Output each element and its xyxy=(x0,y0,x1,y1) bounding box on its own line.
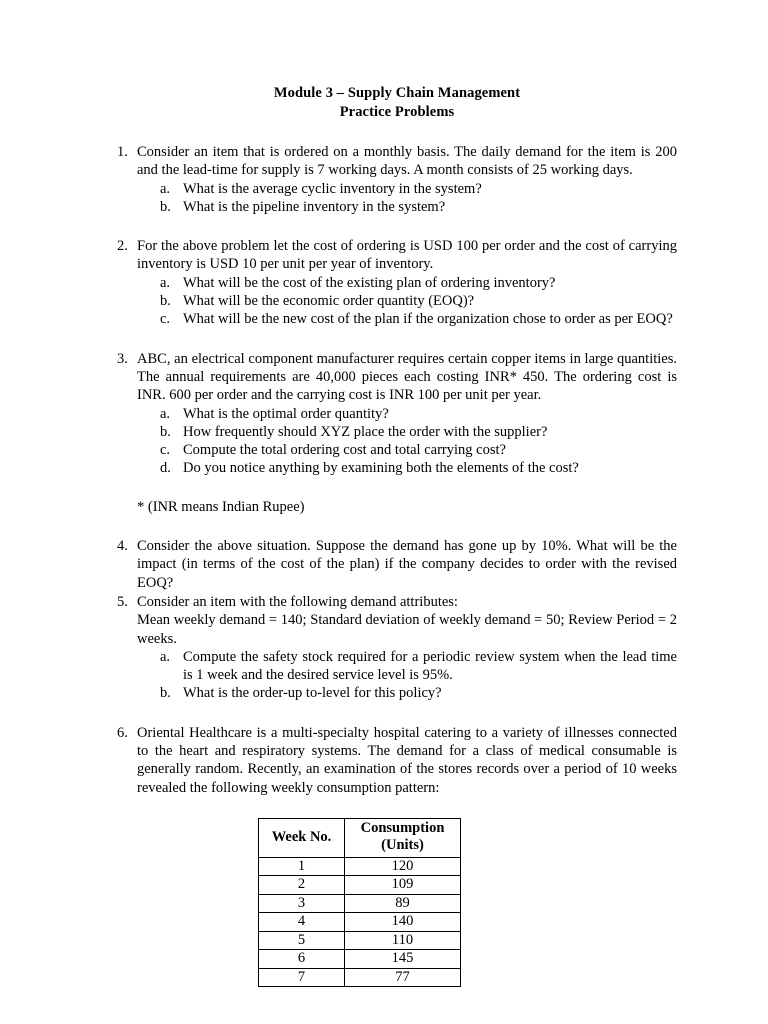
question-2-subitem-c xyxy=(117,310,677,328)
table-row xyxy=(259,968,461,987)
question-2-number: 2. xyxy=(117,238,128,255)
column-header-consumption xyxy=(345,818,461,857)
column-header-week-no: Week No. xyxy=(259,818,345,857)
table-row xyxy=(259,857,461,876)
cell-week: 4 xyxy=(259,913,345,932)
cell-week: 5 xyxy=(259,931,345,950)
subitem-letter: b. xyxy=(160,423,171,440)
cell-consumption: 145 xyxy=(345,950,461,969)
subitem-letter: a. xyxy=(160,648,171,665)
question-6-main xyxy=(117,724,677,797)
question-block-5 xyxy=(117,593,677,703)
cell-week: 6 xyxy=(259,950,345,969)
subitem-text: What will be the new cost of the plan if the organization chose to order as per EOQ? xyxy=(183,311,673,328)
page-title xyxy=(117,84,677,122)
table-row xyxy=(259,913,461,932)
table-header-row xyxy=(259,818,461,857)
subitem-text: What is the average cyclic inventory in the system? xyxy=(183,180,482,197)
subitem-letter: b. xyxy=(160,685,171,702)
cell-consumption: 140 xyxy=(345,913,461,932)
cell-week: 1 xyxy=(259,857,345,876)
subitem-text: How frequently should XYZ place the order with the supplier? xyxy=(183,423,548,440)
subitem-text: What is the pipeline inventory in the system? xyxy=(183,198,446,215)
consumption-table xyxy=(258,818,461,988)
cell-consumption: 77 xyxy=(345,968,461,987)
document-content xyxy=(117,84,677,987)
question-6-number: 6. xyxy=(117,724,128,741)
cell-week: 7 xyxy=(259,968,345,987)
question-block-4 xyxy=(117,537,677,592)
cell-consumption: 110 xyxy=(345,931,461,950)
question-1-subitems xyxy=(117,180,677,217)
question-1-text: Consider an item that is ordered on a monthly basis. The daily demand for the item is 200 and the lead-time for supply is 7 working days. A month consists of 25 working days. xyxy=(137,144,677,179)
question-3-subitems xyxy=(117,405,677,478)
question-block-6 xyxy=(117,724,677,797)
question-6-text: Oriental Healthcare is a multi-specialty hospital catering to a variety of illnesses connected to the heart and respiratory systems. The demand for a class of medical consumable is generally random. Recently, an examination of the stores records over a period of 10 weeks revealed the following weekly consumption pattern: xyxy=(137,724,677,796)
question-2-subitems xyxy=(117,274,677,329)
question-1-number: 1. xyxy=(117,144,128,160)
consumption-table-wrapper xyxy=(117,818,677,988)
question-block-2 xyxy=(117,237,677,328)
question-5-text-line-2: Mean weekly demand = 140; Standard deviation of weekly demand = 50; Review Period = 2 weeks. xyxy=(137,612,677,647)
question-5-subitem-a xyxy=(117,648,677,685)
question-2-text: For the above problem let the cost of ordering is USD 100 per order and the cost of carrying inventory is USD 10 per unit per year of inventory. xyxy=(137,238,677,273)
question-2-subitem-a xyxy=(117,274,677,292)
subitem-letter: a. xyxy=(160,405,171,422)
question-5-subitems xyxy=(117,648,677,703)
subitem-letter: d. xyxy=(160,460,171,477)
subitem-text: Do you notice anything by examining both the elements of the cost? xyxy=(183,460,579,477)
question-2-main xyxy=(117,237,677,274)
cell-consumption: 120 xyxy=(345,857,461,876)
question-block-1 xyxy=(117,143,677,216)
question-block-3 xyxy=(117,350,677,478)
question-3-number: 3. xyxy=(117,350,128,367)
subitem-letter: a. xyxy=(160,274,171,291)
table-row xyxy=(259,894,461,913)
question-5-text-line-1: Consider an item with the following demand attributes: xyxy=(137,593,458,610)
title-line-1: Module 3 – Supply Chain Management xyxy=(273,85,521,101)
column-header-consumption-line-2: (Units) xyxy=(381,837,424,854)
subitem-text: Compute the safety stock required for a periodic review system when the lead time is 1 week and the desired service level is 95%. xyxy=(183,648,677,684)
subitem-letter: c. xyxy=(160,311,171,328)
question-3-subitem-c xyxy=(117,441,677,459)
question-4-number: 4. xyxy=(117,538,128,555)
subitem-letter: b. xyxy=(160,198,171,215)
question-4-text: Consider the above situation. Suppose the demand has gone up by 10%. What will be the impact (in terms of the cost of the plan) if the company decides to order with the revised EOQ? xyxy=(137,538,677,591)
table-row xyxy=(259,950,461,969)
question-5-text xyxy=(137,593,677,648)
subitem-letter: b. xyxy=(160,293,171,310)
table-row xyxy=(259,931,461,950)
subitem-letter: c. xyxy=(160,442,171,459)
cell-week: 3 xyxy=(259,894,345,913)
subitem-text: Compute the total ordering cost and total carrying cost? xyxy=(183,442,506,459)
question-5-number: 5. xyxy=(117,593,128,610)
question-1-main xyxy=(117,143,677,180)
subitem-text: What will be the cost of the existing plan of ordering inventory? xyxy=(183,274,556,291)
question-3-main xyxy=(117,350,677,405)
question-3-subitem-b xyxy=(117,423,677,441)
question-3-text: ABC, an electrical component manufacturer requires certain copper items in large quantities. The annual requirements are 40,000 pieces each costing INR* 450. The ordering cost is INR. 600 per order and the carrying cost is INR 100 per unit per year. xyxy=(137,350,677,404)
cell-week: 2 xyxy=(259,876,345,895)
question-5-subitem-b xyxy=(117,684,677,702)
cell-consumption: 89 xyxy=(345,894,461,913)
subitem-text: What will be the economic order quantity (EOQ)? xyxy=(183,293,475,310)
question-3-subitem-a xyxy=(117,405,677,423)
column-header-consumption-line-1: Consumption xyxy=(360,819,445,836)
question-1-subitem-b xyxy=(117,198,677,216)
question-2-subitem-b xyxy=(117,292,677,310)
question-4-main xyxy=(117,537,677,592)
question-5-main xyxy=(117,593,677,648)
table-row xyxy=(259,876,461,895)
cell-consumption: 109 xyxy=(345,876,461,895)
footnote-inr: * (INR means Indian Rupee) xyxy=(137,498,305,515)
subitem-text: What is the optimal order quantity? xyxy=(183,405,389,422)
title-line-2: Practice Problems xyxy=(339,104,455,120)
subitem-letter: a. xyxy=(160,180,171,197)
subitem-text: What is the order-up to-level for this policy? xyxy=(183,685,442,702)
question-1-subitem-a xyxy=(117,180,677,198)
consumption-table-body xyxy=(259,857,461,987)
question-3-subitem-d xyxy=(117,459,677,477)
